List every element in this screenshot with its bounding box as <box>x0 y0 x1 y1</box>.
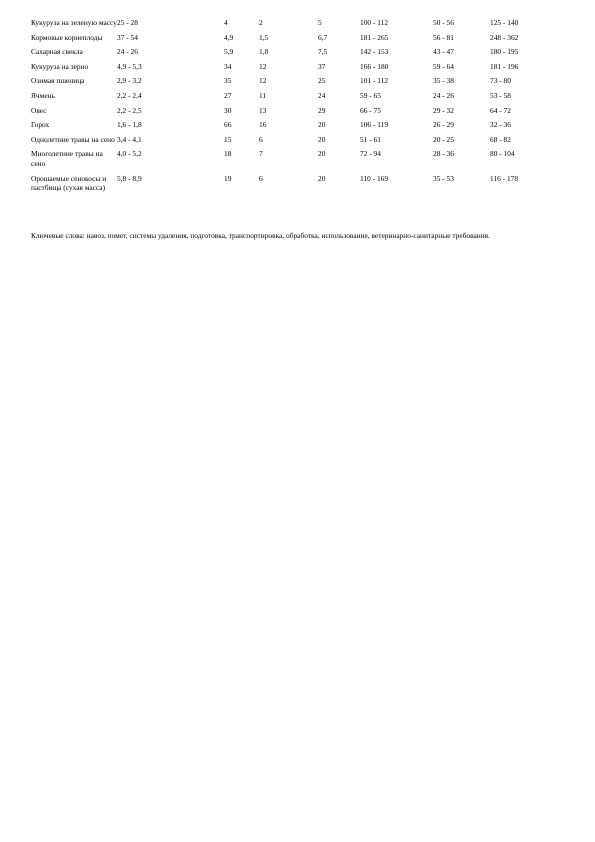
table-row <box>31 174 555 198</box>
table-cell: 73 - 80 <box>490 76 511 86</box>
table-cell: 4,9 - 5,3 <box>117 61 142 71</box>
table-row <box>31 47 555 62</box>
table-row <box>31 91 555 106</box>
table-cell: 101 - 112 <box>360 76 389 86</box>
crop-name-cell: Кукуруза на зеленую массу <box>31 18 117 27</box>
table-cell: 7,5 <box>318 47 328 57</box>
crop-name-cell: Сахарная свекла <box>31 47 83 57</box>
table-cell: 5,9 <box>224 47 234 57</box>
table-cell: 20 <box>318 134 326 144</box>
table-cell: 18 <box>224 149 232 159</box>
table-row <box>31 106 555 121</box>
table-cell: 142 - 153 <box>360 47 389 57</box>
table-cell: 116 - 178 <box>490 173 519 183</box>
table-cell: 35 <box>224 76 232 86</box>
table-cell: 29 - 32 <box>433 105 454 115</box>
table-cell: 13 <box>259 105 267 115</box>
table-cell: 64 - 72 <box>490 105 511 115</box>
table-cell: 110 - 169 <box>360 173 389 183</box>
table-cell: 20 - 25 <box>433 134 454 144</box>
table-cell: 53 - 58 <box>490 90 511 100</box>
table-cell: 35 - 53 <box>433 173 454 183</box>
table-cell: 24 - 26 <box>117 47 138 57</box>
table-cell: 181 - 265 <box>360 32 389 42</box>
table-cell: 28 - 36 <box>433 149 454 159</box>
table-cell: 7 <box>259 149 263 159</box>
table-cell: 68 - 82 <box>490 134 511 144</box>
table-cell: 24 <box>318 90 326 100</box>
crop-name-cell: Овес <box>31 105 47 115</box>
table-cell: 125 - 140 <box>490 18 519 27</box>
crop-name-cell: Озимая пшеница <box>31 76 85 86</box>
table-row <box>31 18 555 33</box>
table-cell: 4 <box>224 18 228 27</box>
table-cell: 37 - 54 <box>117 32 138 42</box>
table-cell: 12 <box>259 76 267 86</box>
table-cell: 1,8 <box>259 47 269 57</box>
crop-name-cell: Однолетние травы на сено <box>31 134 115 144</box>
table-cell: 37 <box>318 61 326 71</box>
crop-name-cell: Орошаемые сенокосы и пастбища (сухая масса) <box>31 173 107 193</box>
table-cell: 1,5 <box>259 32 269 42</box>
table-cell: 20 <box>318 149 326 159</box>
table-cell: 16 <box>259 120 267 130</box>
table-cell: 72 - 94 <box>360 149 381 159</box>
table-cell: 30 <box>224 105 232 115</box>
table-cell: 32 - 36 <box>490 120 511 130</box>
table-cell: 19 <box>224 173 232 183</box>
table-cell: 2 <box>259 18 263 27</box>
table-cell: 100 - 112 <box>360 18 389 27</box>
table-cell: 1,6 - 1,8 <box>117 120 142 130</box>
crop-name-cell: Ячмень <box>31 90 55 100</box>
table-cell: 56 - 81 <box>433 32 454 42</box>
table-cell: 43 - 47 <box>433 47 454 57</box>
table-cell: 5 <box>318 18 322 27</box>
table-cell: 66 - 75 <box>360 105 381 115</box>
table-cell: 50 - 56 <box>433 18 454 27</box>
table-cell: 51 - 61 <box>360 134 381 144</box>
table-cell: 2,2 - 2,5 <box>117 105 142 115</box>
table-cell: 5,8 - 8,9 <box>117 173 142 183</box>
table-row <box>31 76 555 91</box>
table-cell: 166 - 180 <box>360 61 389 71</box>
table-cell: 180 - 195 <box>490 47 519 57</box>
data-table <box>31 18 555 198</box>
table-cell: 6 <box>259 173 263 183</box>
crop-name-cell: Кукуруза на зерно <box>31 61 89 71</box>
table-cell: 11 <box>259 90 267 100</box>
table-cell: 26 - 29 <box>433 120 454 130</box>
table-cell: 80 - 104 <box>490 149 515 159</box>
table-row <box>31 120 555 135</box>
table-body <box>31 18 555 198</box>
table-cell: 29 <box>318 105 326 115</box>
table-cell: 4,0 - 5,2 <box>117 149 142 159</box>
table-cell: 35 - 38 <box>433 76 454 86</box>
table-cell: 66 <box>224 120 232 130</box>
table-cell: 24 - 26 <box>433 90 454 100</box>
table-cell: 2,9 - 3,2 <box>117 76 142 86</box>
table-cell: 181 - 196 <box>490 61 519 71</box>
table-row <box>31 149 555 173</box>
crop-name-cell: Кормовые корнеплоды <box>31 32 103 42</box>
table-cell: 20 <box>318 173 326 183</box>
table-row <box>31 135 555 150</box>
table-cell: 25 <box>318 76 326 86</box>
table-cell: 25 - 28 <box>117 18 138 27</box>
table-cell: 12 <box>259 61 267 71</box>
table-cell: 59 - 64 <box>433 61 454 71</box>
table-row <box>31 62 555 77</box>
table-cell: 106 - 119 <box>360 120 389 130</box>
table-cell: 34 <box>224 61 232 71</box>
table-cell: 2,2 - 2,4 <box>117 90 142 100</box>
table-cell: 4,9 <box>224 32 234 42</box>
table-cell: 6 <box>259 134 263 144</box>
table-row <box>31 33 555 48</box>
table-cell: 15 <box>224 134 232 144</box>
table-cell: 27 <box>224 90 232 100</box>
table-cell: 20 <box>318 120 326 130</box>
crop-name-cell: Горох <box>31 120 50 130</box>
keywords-paragraph: Ключевые слова: навоз, помет, системы удаления, подготовка, транспортировка, обработка, использование, ветеринарно-санитарные требования. <box>31 231 490 240</box>
table-cell: 59 - 65 <box>360 90 381 100</box>
table-cell: 248 - 362 <box>490 32 519 42</box>
table-cell: 6,7 <box>318 32 328 42</box>
crop-name-cell: Многолетние травы на сено <box>31 149 103 168</box>
table-cell: 3,4 - 4,1 <box>117 134 142 144</box>
